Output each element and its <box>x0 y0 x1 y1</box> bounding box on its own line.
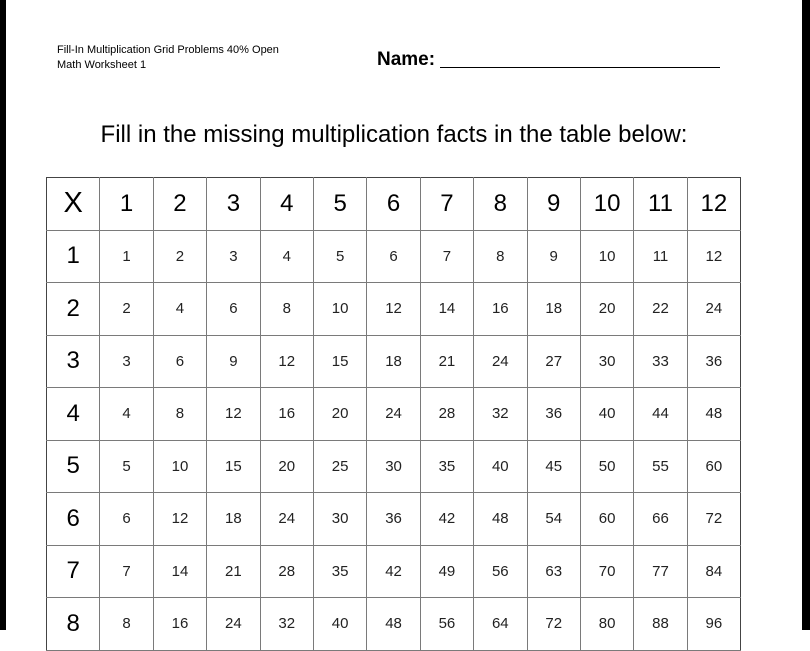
product-cell[interactable]: 40 <box>580 388 633 441</box>
product-cell[interactable]: 50 <box>580 440 633 493</box>
product-cell[interactable]: 28 <box>260 545 313 598</box>
column-header: 4 <box>260 178 313 231</box>
product-cell[interactable]: 60 <box>580 493 633 546</box>
multiplication-grid <box>46 177 741 651</box>
product-cell[interactable]: 21 <box>420 335 473 388</box>
product-cell[interactable]: 27 <box>527 335 580 388</box>
product-cell[interactable]: 14 <box>420 283 473 336</box>
header-row <box>47 178 741 231</box>
product-cell[interactable]: 24 <box>207 598 260 651</box>
page-border-left <box>0 0 6 630</box>
product-cell[interactable]: 28 <box>420 388 473 441</box>
column-header: 11 <box>634 178 687 231</box>
product-cell[interactable]: 70 <box>580 545 633 598</box>
product-cell[interactable]: 36 <box>687 335 740 388</box>
product-cell[interactable]: 7 <box>100 545 153 598</box>
product-cell[interactable]: 33 <box>634 335 687 388</box>
product-cell[interactable]: 12 <box>153 493 206 546</box>
worksheet-subtitle: Fill-In Multiplication Grid Problems 40% Open <box>57 44 279 56</box>
column-header: 3 <box>207 178 260 231</box>
table-row <box>47 230 741 283</box>
product-cell[interactable]: 40 <box>474 440 527 493</box>
product-cell[interactable]: 55 <box>634 440 687 493</box>
product-cell[interactable]: 30 <box>367 440 420 493</box>
product-cell[interactable]: 80 <box>580 598 633 651</box>
product-cell[interactable]: 48 <box>687 388 740 441</box>
product-cell[interactable]: 56 <box>474 545 527 598</box>
column-header: 7 <box>420 178 473 231</box>
product-cell[interactable]: 9 <box>527 230 580 283</box>
column-header: 5 <box>313 178 366 231</box>
product-cell[interactable]: 32 <box>474 388 527 441</box>
product-cell[interactable]: 72 <box>527 598 580 651</box>
row-header: 7 <box>47 545 100 598</box>
table-row <box>47 598 741 651</box>
product-cell[interactable]: 48 <box>474 493 527 546</box>
product-cell[interactable]: 35 <box>313 545 366 598</box>
product-cell[interactable]: 14 <box>153 545 206 598</box>
column-header: 12 <box>687 178 740 231</box>
product-cell[interactable]: 3 <box>207 230 260 283</box>
product-cell[interactable]: 7 <box>420 230 473 283</box>
table-row <box>47 388 741 441</box>
product-cell[interactable]: 48 <box>367 598 420 651</box>
product-cell[interactable]: 18 <box>367 335 420 388</box>
product-cell[interactable]: 20 <box>260 440 313 493</box>
product-cell[interactable]: 20 <box>313 388 366 441</box>
product-cell[interactable]: 72 <box>687 493 740 546</box>
instruction-heading: Fill in the missing multiplication facts in the table below: <box>100 121 688 148</box>
product-cell[interactable]: 30 <box>580 335 633 388</box>
page-border-right <box>802 0 810 630</box>
product-cell[interactable]: 2 <box>153 230 206 283</box>
product-cell[interactable]: 15 <box>313 335 366 388</box>
column-header: 6 <box>367 178 420 231</box>
product-cell[interactable]: 56 <box>420 598 473 651</box>
row-header: 4 <box>47 388 100 441</box>
product-cell[interactable]: 60 <box>687 440 740 493</box>
product-cell[interactable]: 18 <box>527 283 580 336</box>
product-cell[interactable]: 3 <box>100 335 153 388</box>
row-header: 1 <box>47 230 100 283</box>
product-cell[interactable]: 10 <box>313 283 366 336</box>
table-row <box>47 545 741 598</box>
product-cell[interactable]: 77 <box>634 545 687 598</box>
row-header: 5 <box>47 440 100 493</box>
product-cell[interactable]: 22 <box>634 283 687 336</box>
product-cell[interactable]: 8 <box>100 598 153 651</box>
product-cell[interactable]: 35 <box>420 440 473 493</box>
product-cell[interactable]: 11 <box>634 230 687 283</box>
product-cell[interactable]: 12 <box>687 230 740 283</box>
table-row <box>47 283 741 336</box>
product-cell[interactable]: 5 <box>100 440 153 493</box>
product-cell[interactable]: 9 <box>207 335 260 388</box>
column-header: 8 <box>474 178 527 231</box>
product-cell[interactable]: 16 <box>260 388 313 441</box>
product-cell[interactable]: 84 <box>687 545 740 598</box>
product-cell[interactable]: 16 <box>474 283 527 336</box>
product-cell[interactable]: 6 <box>207 283 260 336</box>
product-cell[interactable]: 12 <box>367 283 420 336</box>
product-cell[interactable]: 8 <box>260 283 313 336</box>
product-cell[interactable]: 1 <box>100 230 153 283</box>
product-cell[interactable]: 40 <box>313 598 366 651</box>
product-cell[interactable]: 5 <box>313 230 366 283</box>
table-row <box>47 493 741 546</box>
corner-cell: X <box>47 178 100 231</box>
product-cell[interactable]: 96 <box>687 598 740 651</box>
row-header: 3 <box>47 335 100 388</box>
product-cell[interactable]: 24 <box>474 335 527 388</box>
table-row <box>47 440 741 493</box>
product-cell[interactable]: 63 <box>527 545 580 598</box>
product-cell[interactable]: 18 <box>207 493 260 546</box>
product-cell[interactable]: 36 <box>527 388 580 441</box>
column-header: 2 <box>153 178 206 231</box>
product-cell[interactable]: 4 <box>100 388 153 441</box>
product-cell[interactable]: 24 <box>687 283 740 336</box>
product-cell[interactable]: 66 <box>634 493 687 546</box>
product-cell[interactable]: 12 <box>260 335 313 388</box>
product-cell[interactable]: 10 <box>580 230 633 283</box>
product-cell[interactable]: 6 <box>367 230 420 283</box>
worksheet-number: Math Worksheet 1 <box>57 59 147 71</box>
product-cell[interactable]: 6 <box>100 493 153 546</box>
name-blank-line[interactable] <box>440 67 720 68</box>
product-cell[interactable]: 42 <box>420 493 473 546</box>
name-label: Name: <box>377 49 436 70</box>
row-header: 8 <box>47 598 100 651</box>
table-row <box>47 335 741 388</box>
row-header: 2 <box>47 283 100 336</box>
product-cell[interactable]: 15 <box>207 440 260 493</box>
product-cell[interactable]: 4 <box>260 230 313 283</box>
product-cell[interactable]: 4 <box>153 283 206 336</box>
column-header: 9 <box>527 178 580 231</box>
product-cell[interactable]: 88 <box>634 598 687 651</box>
product-cell[interactable]: 25 <box>313 440 366 493</box>
row-header: 6 <box>47 493 100 546</box>
product-cell[interactable]: 6 <box>153 335 206 388</box>
product-cell[interactable]: 16 <box>153 598 206 651</box>
product-cell[interactable]: 8 <box>474 230 527 283</box>
product-cell[interactable]: 20 <box>580 283 633 336</box>
product-cell[interactable]: 21 <box>207 545 260 598</box>
product-cell[interactable]: 45 <box>527 440 580 493</box>
column-header: 1 <box>100 178 153 231</box>
product-cell[interactable]: 64 <box>474 598 527 651</box>
product-cell[interactable]: 44 <box>634 388 687 441</box>
product-cell[interactable]: 42 <box>367 545 420 598</box>
product-cell[interactable]: 36 <box>367 493 420 546</box>
product-cell[interactable]: 54 <box>527 493 580 546</box>
column-header: 10 <box>580 178 633 231</box>
product-cell[interactable]: 49 <box>420 545 473 598</box>
product-cell[interactable]: 24 <box>367 388 420 441</box>
product-cell[interactable]: 10 <box>153 440 206 493</box>
product-cell[interactable]: 2 <box>100 283 153 336</box>
product-cell[interactable]: 24 <box>260 493 313 546</box>
product-cell[interactable]: 32 <box>260 598 313 651</box>
product-cell[interactable]: 8 <box>153 388 206 441</box>
product-cell[interactable]: 12 <box>207 388 260 441</box>
product-cell[interactable]: 30 <box>313 493 366 546</box>
